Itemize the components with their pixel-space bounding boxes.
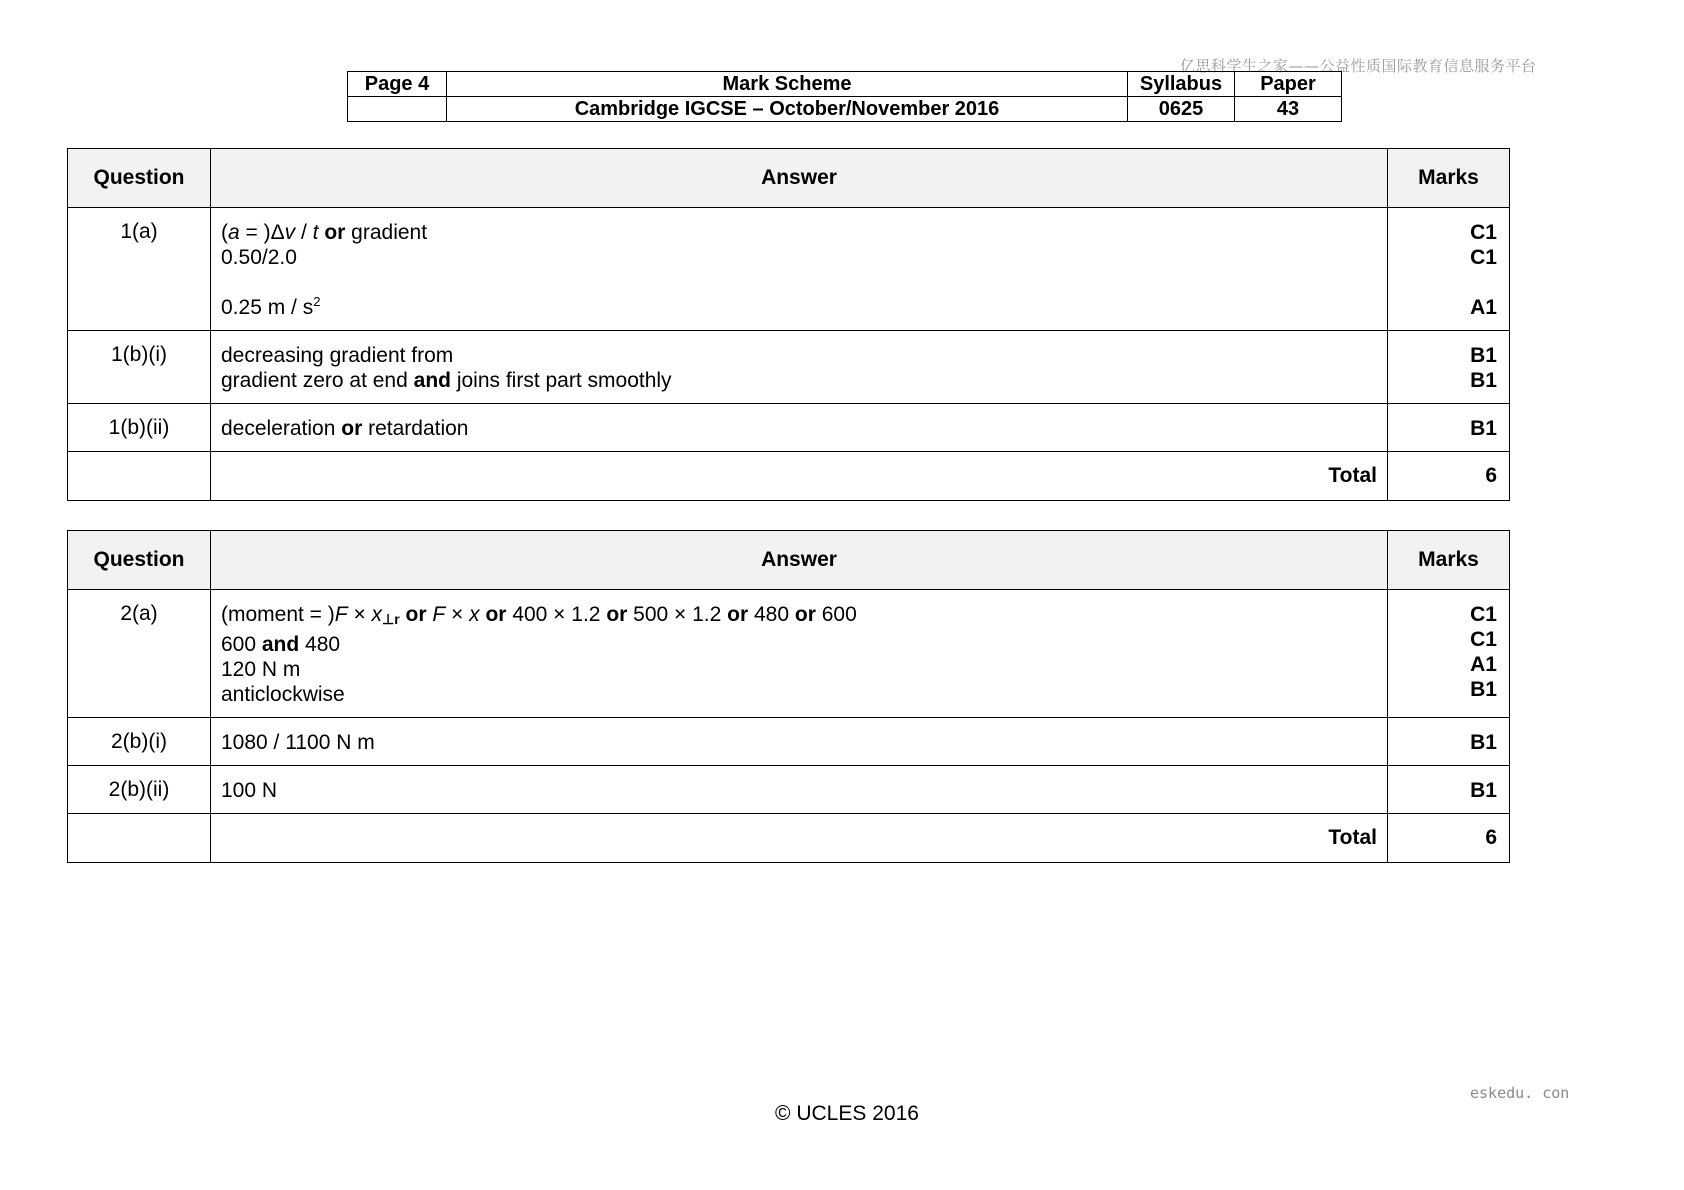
marks-cell — [1388, 590, 1510, 718]
answer-cell: 100 N — [211, 766, 1388, 814]
question-number: 2(b)(i) — [68, 718, 211, 766]
table-header-row — [68, 149, 1510, 208]
total-label: Total — [211, 814, 1388, 863]
question-number: 2(b)(ii) — [68, 766, 211, 814]
answer-line: deceleration or retardation — [221, 417, 469, 440]
question-number: 2(a) — [68, 590, 211, 718]
answer-cell: 1080 / 1100 N m — [211, 718, 1388, 766]
marks-cell: B1 — [1388, 718, 1510, 766]
mark: B1 — [1470, 344, 1497, 367]
total-row — [68, 814, 1510, 863]
table-row — [68, 590, 1510, 718]
column-header-answer: Answer — [211, 531, 1388, 590]
paper-label: Paper — [1235, 72, 1342, 97]
mark: C1 — [1470, 628, 1497, 651]
mark: C1 — [1470, 246, 1497, 269]
table-row — [68, 208, 1510, 331]
exam-title: Cambridge IGCSE – October/November 2016 — [447, 97, 1128, 122]
header-blank-cell — [348, 97, 447, 122]
watermark-bottom: eskedu. con — [1470, 1084, 1570, 1102]
answer-line: (moment = )$F \times x_{\perp r}$ or F × x or 400 × 1.2 or 500 × 1.2 or 480 or 600 — [221, 603, 857, 627]
mark: A1 — [1470, 653, 1497, 676]
answer-line: 600 and 480 — [221, 633, 341, 656]
mark: B1 — [1470, 369, 1497, 392]
mark: B1 — [1470, 417, 1497, 440]
question-number: 1(b)(i) — [68, 331, 211, 404]
column-header-question: Question — [68, 531, 211, 590]
marks-cell — [1388, 208, 1510, 331]
answer-line: decreasing gradient from — [221, 344, 454, 367]
answer-line: 120 N m — [221, 658, 301, 681]
marks-cell — [1388, 404, 1510, 452]
answer-cell — [211, 331, 1388, 404]
page-header-table — [347, 71, 1342, 122]
table-row — [68, 331, 1510, 404]
mark-scheme-table-2 — [67, 530, 1510, 863]
syllabus-label: Syllabus — [1128, 72, 1235, 97]
total-label: Total — [211, 452, 1388, 501]
answer-line: (a = )Δv / t or gradient — [221, 221, 428, 244]
syllabus-code: 0625 — [1128, 97, 1235, 122]
answer-line: gradient zero at end and joins first part smoothly — [221, 369, 672, 392]
answer-cell — [211, 590, 1388, 718]
column-header-answer: Answer — [211, 149, 1388, 208]
mark: C1 — [1470, 603, 1497, 626]
answer-line: 0.50/2.0 — [221, 246, 297, 269]
mark-scheme-table-1 — [67, 148, 1510, 501]
question-number: 1(b)(ii) — [68, 404, 211, 452]
column-header-marks: Marks — [1388, 149, 1510, 208]
total-value: 6 — [1388, 452, 1510, 501]
paper-number: 43 — [1235, 97, 1342, 122]
answer-line: anticlockwise — [221, 683, 345, 706]
watermark-top: 亿思科学生之家——公益性质国际教育信息服务平台 — [1180, 57, 1537, 75]
table-row — [68, 404, 1510, 452]
total-row — [68, 452, 1510, 501]
line-gap — [1398, 270, 1497, 295]
line-gap — [221, 270, 1377, 295]
answer-cell — [211, 208, 1388, 331]
question-number: 1(a) — [68, 208, 211, 331]
column-header-marks: Marks — [1388, 531, 1510, 590]
total-blank-cell — [68, 814, 211, 863]
answer-cell — [211, 404, 1388, 452]
marks-cell: B1 — [1388, 766, 1510, 814]
total-value: 6 — [1388, 814, 1510, 863]
copyright-footer: © UCLES 2016 — [775, 1102, 919, 1125]
total-blank-cell — [68, 452, 211, 501]
table-row — [68, 718, 1510, 766]
page-number: Page 4 — [348, 72, 447, 97]
mark: C1 — [1470, 221, 1497, 244]
mark: A1 — [1470, 296, 1497, 319]
document-title: Mark Scheme — [447, 72, 1128, 97]
answer-line: 0.25 m / $s^2$ — [221, 294, 321, 319]
column-header-question: Question — [68, 149, 211, 208]
table-row — [68, 766, 1510, 814]
marks-cell — [1388, 331, 1510, 404]
table-header-row — [68, 531, 1510, 590]
mark: B1 — [1470, 678, 1497, 701]
